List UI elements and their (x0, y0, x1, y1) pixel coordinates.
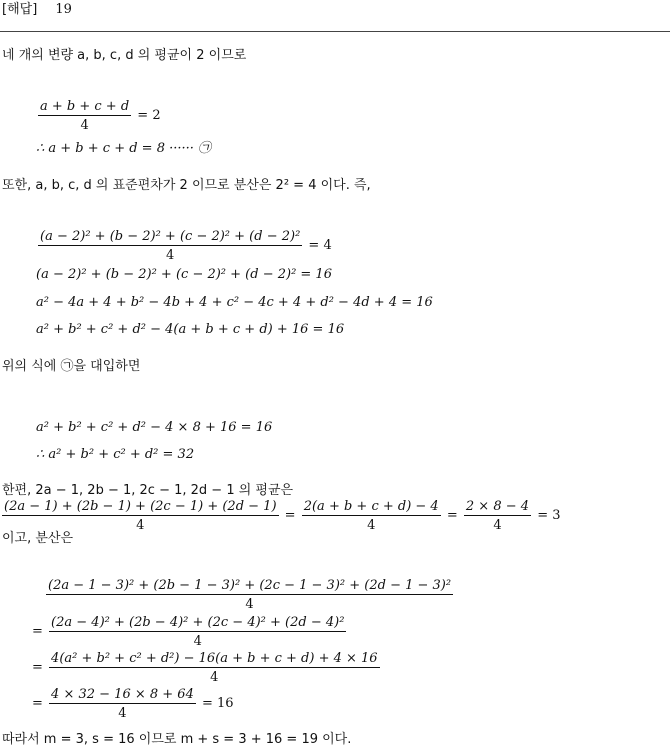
conclusion-sentence: 따라서 m = 3, s = 16 이므로 m + s = 3 + 16 = 19 이다. (2, 732, 352, 747)
new-variance-numerator-3: 4(a² + b² + c² + d²) − 16(a + b + c + d) + 4 × 16 (51, 651, 378, 666)
equals-sign: = (446, 508, 458, 523)
new-mean-numerator-3: 2 × 8 − 4 (465, 499, 530, 514)
equals-sign: = (284, 508, 296, 523)
new-mean-fraction-1 (2, 499, 279, 533)
new-mean-fraction-2 (302, 499, 441, 533)
variance-line-2: (a − 2)² + (b − 2)² + (c − 2)² + (d − 2)² = 16 (36, 267, 332, 282)
mean-denominator: 4 (80, 118, 89, 133)
variance-line-4: a² + b² + c² + d² − 4(a + b + c + d) + 16 = 16 (36, 322, 345, 337)
new-variance-denominator-1: 4 (245, 597, 254, 612)
answer-header (2, 2, 72, 18)
variance-equation (36, 229, 332, 263)
variance-fraction (38, 229, 302, 263)
new-mean-numerator-2: 2(a + b + c + d) − 4 (303, 499, 439, 514)
variance-line-3: a² − 4a + 4 + b² − 4b + 4 + c² − 4c + 4 + d² − 4d + 4 = 16 (36, 295, 433, 310)
sd-sentence: 또한, a, b, c, d 의 표준편차가 2 이므로 분산은 2² = 4 이다. 즉, (2, 178, 371, 193)
substitution-line-2: ∴ a² + b² + c² + d² = 32 (36, 447, 195, 462)
variance-rhs: = 4 (308, 238, 332, 253)
new-variance-numerator-1: (2a − 1 − 3)² + (2b − 1 − 3)² + (2c − 1 − 3)² + (2d − 1 − 3)² (48, 578, 452, 593)
new-variance-denominator-2: 4 (193, 634, 202, 649)
new-variance-numerator-4: 4 × 32 − 16 × 8 + 64 (51, 687, 194, 702)
new-mean-denominator-3: 4 (493, 518, 502, 533)
new-variance-fraction-2 (49, 615, 346, 649)
mean-rhs: = 2 (137, 108, 161, 123)
variance-denominator: 4 (166, 248, 175, 263)
substitution-line-1: a² + b² + c² + d² − 4 × 8 + 16 = 16 (36, 420, 273, 435)
equals-sign: = (32, 660, 43, 675)
new-variance-step-1 (44, 578, 455, 612)
new-mean-equation (2, 499, 560, 533)
new-variance-step-4 (32, 687, 234, 721)
new-variance-fraction-3 (49, 651, 380, 685)
mean-numerator: a + b + c + d (40, 99, 130, 114)
mean-equation (36, 99, 161, 133)
new-mean-sentence: 한편, 2a − 1, 2b − 1, 2c − 1, 2d − 1 의 평균은 (2, 483, 294, 498)
answer-label: [해답] (2, 2, 38, 17)
variance-numerator: (a − 2)² + (b − 2)² + (c − 2)² + (d − 2)² (40, 229, 301, 244)
new-mean-numerator-1: (2a − 1) + (2b − 1) + (2c − 1) + (2d − 1) (4, 499, 277, 514)
new-mean-fraction-3 (464, 499, 531, 533)
new-variance-fraction-1 (46, 578, 453, 612)
header-divider (0, 31, 670, 32)
new-variance-denominator-3: 4 (210, 670, 219, 685)
new-mean-result: = 3 (537, 508, 561, 523)
substitution-sentence: 위의 식에 ㉠을 대입하면 (2, 359, 141, 374)
intro-sentence: 네 개의 변량 a, b, c, d 의 평균이 2 이므로 (2, 48, 247, 63)
answer-number: 19 (55, 2, 72, 17)
new-mean-denominator-1: 4 (136, 518, 145, 533)
new-variance-denominator-4: 4 (118, 706, 127, 721)
new-variance-fraction-4 (49, 687, 196, 721)
new-variance-step-3 (32, 651, 382, 685)
equals-sign: = (32, 696, 43, 711)
new-variance-numerator-2: (2a − 4)² + (2b − 4)² + (2c − 4)² + (2d − 4)² (51, 615, 345, 630)
new-variance-result: = 16 (201, 696, 234, 711)
mean-fraction (38, 99, 131, 133)
new-variance-step-2 (32, 615, 348, 649)
new-mean-denominator-2: 4 (367, 518, 376, 533)
variance-label: 이고, 분산은 (2, 531, 74, 546)
sum-equation: ∴ a + b + c + d = 8 ······ ㉠ (36, 141, 212, 156)
equals-sign: = (32, 624, 43, 639)
